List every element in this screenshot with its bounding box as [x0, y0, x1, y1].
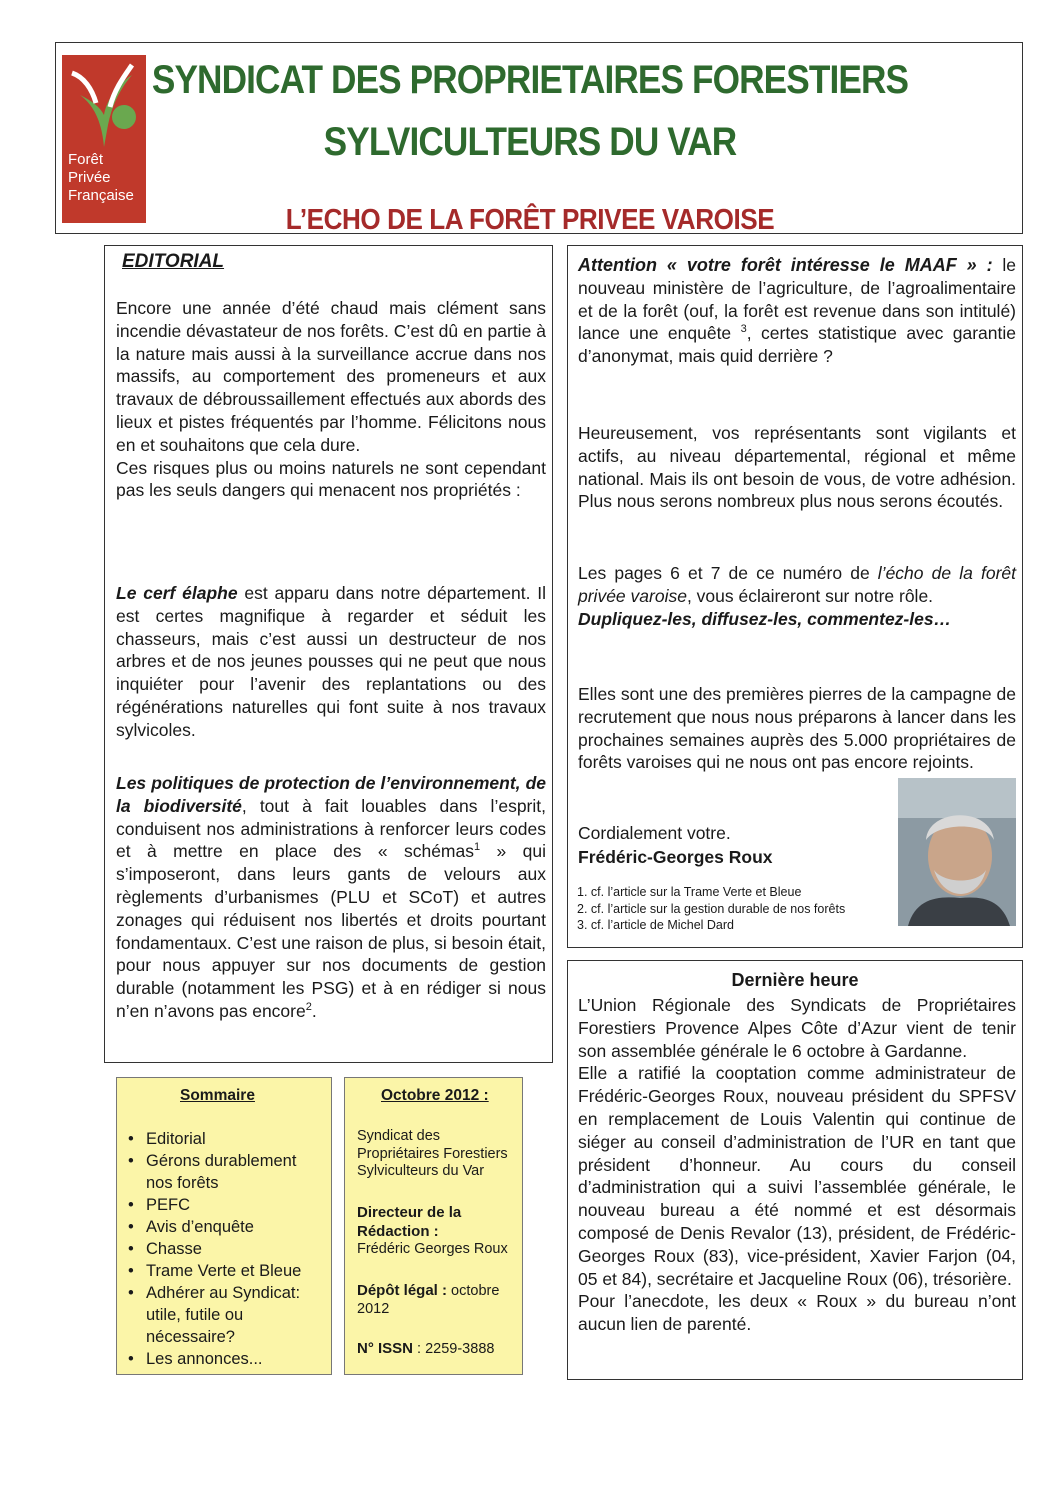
issn [357, 1340, 521, 1359]
editorial-heading: EDITORIAL [122, 251, 225, 272]
footnote: 1. cf. l’article sur la Trame Verte et Bleue [577, 885, 802, 899]
list-item: • Les annonces... [124, 1348, 324, 1370]
text: Ces risques plus ou moins naturels ne sont cependant pas les seuls dangers qui menacent nos propriétés : [116, 457, 546, 501]
logo-caption [68, 151, 134, 205]
text: , vous éclaireront sur notre rôle. [686, 585, 934, 606]
footnote-ref: 1 [474, 841, 481, 854]
depot-legal [357, 1282, 521, 1318]
director-block [357, 1204, 521, 1259]
editorial-paragraph-1 [116, 297, 546, 502]
director-value: Frédéric Georges Roux [357, 1241, 508, 1257]
list-item: • Trame Verte et Bleue [124, 1260, 324, 1282]
publisher-name: Syndicat des Propriétaires Forestiers Sylviculteurs du Var [357, 1128, 508, 1179]
emphasis: Le cerf élaphe [116, 583, 238, 603]
text: le nouveau ministère de l’agriculture, de l’agroalimentaire et de la forêt (ouf, la forêt est revenue dans son intitulé) lance une enquête [578, 255, 1016, 344]
footnote-ref: 3 [740, 323, 747, 336]
logo-line: Française [68, 187, 134, 204]
text: Pour l’anecdote, les deux « Roux » du bureau n’ont aucun lien de parenté. [578, 1291, 1016, 1335]
attention-paragraph-4: Elles sont une des premières pierres de la campagne de recrutement que nous nous préparons à lancer dans les prochaines semaines auprès des 5.000 propriétaires de forêts varoises qui ne nous ont pas encore rejoints. [578, 684, 1016, 773]
emphasis: Les politiques de protection de l’environnement, de la biodiversité [116, 773, 546, 816]
foret-privee-logo [62, 55, 146, 223]
issn-value: : 2259-3888 [413, 1341, 495, 1357]
issn-label: N° ISSN [357, 1340, 414, 1357]
text: . [311, 1000, 317, 1021]
depot-value: octobre 2012 [357, 1283, 500, 1317]
emphasis: Attention « votre forêt intéresse le MAAF » : [578, 255, 993, 275]
footnote: 2. cf. l’article sur la gestion durable de nos forêts [577, 901, 846, 916]
footnotes [577, 884, 845, 934]
list-item: • Adhérer au Syndicat: utile, futile ou nécessaire? [124, 1282, 324, 1348]
call-to-action: Dupliquez-les, diffusez-les, commentez-les… [578, 608, 952, 629]
attention-paragraph-1 [578, 254, 1016, 368]
attention-paragraph-2: Heureusement, vos représentants sont vigilants et actifs, au niveau départemental, régional et même national. Mais ils ont besoin de vous, de votre adhésion. Plus nous serons nombreux plus nous serons écoutés. [578, 423, 1016, 512]
list-item: • PEFC [124, 1194, 324, 1216]
text: Elle a ratifié la cooptation comme administrateur de Frédéric-Georges Roux, nouveau président du SPFSV en remplacement de Louis Valentin qui continue de siéger au conseil d’administration de l’UR en tant que président d’honneur. Au cours du conseil d’administration qui a suivi l’assemblée générale, le nouveau bureau a été nommé et est désormais composé de Denis Revalor (13), président, de Frédéric-Georges Roux (83), vice-président, Xavier Farjon (04, 05 et 84), secrétaire et Jacqueline Roux (06), trésorière. [578, 1063, 1016, 1289]
editorial-paragraph-politiques [116, 772, 546, 1023]
editorial-paragraph-cerf [116, 582, 546, 742]
derniere-heure-text [578, 994, 1016, 1336]
text: , tout à fait louables dans l’esprit, conduisent nos administrations à renforcer leurs codes et à mettre en place des « schémas [116, 795, 546, 862]
text: L’Union Régionale des Syndicats de Propriétaires Forestiers Provence Alpes Côte d’Azur vient de tenir son assemblée générale le 6 octobre à Gardanne. [578, 995, 1016, 1061]
text: Encore une année d’été chaud mais clément sans incendie dévastateur de nos forêts. C’est dû en partie à la nature mais aussi à la surveillance accrue dans nos massifs, au comportement des promeneurs et aux travaux de débroussaillement effectués aux abords des lieux et pistes fréquentés par l’homme. Félicitons nous en et souhaitons que cela dure. [116, 298, 546, 455]
depot-label: Dépôt légal : [357, 1282, 448, 1299]
text: est apparu dans notre département. Il est certes magnifique à regarder et séduit les chasseurs, mais c’est aussi un destructeur de nos arbres et de nos jeunes pousses qui ne peut que nous inquiéter pour l’avenir des replantations ou des régénérations naturelles qui font suite à nos travaux sylvicoles. [116, 583, 546, 740]
list-item: • Gérons durablement nos forêts [124, 1150, 324, 1194]
attention-paragraph-3 [578, 562, 1016, 630]
publication-name: l’écho de la forêt privée varoise [578, 563, 1016, 606]
sommaire-list [124, 1128, 324, 1370]
footnote: 3. cf. l’article de Michel Dard [577, 918, 735, 932]
tree-logo-icon [62, 55, 146, 151]
masthead-title-line2: SYLVICULTEURS DU VAR [323, 120, 737, 164]
director-label: Directeur de la Rédaction : [357, 1204, 462, 1240]
masthead-subtitle: L’ECHO DE LA FORÊT PRIVEE VAROISE [285, 204, 775, 236]
author-photo [898, 778, 1016, 926]
issue-date-title: Octobre 2012 : [381, 1087, 489, 1104]
list-item: • Chasse [124, 1238, 324, 1260]
text: » qui s’imposeront, dans leurs gants de velours aux règlements d’urbanismes (PLU et SCoT) et autres zonages qui réduisent nos libertés et droits pourtant fondamentaux. C’est une raison de plus, si besoin était, pour nous appuyer sur nos documents de gestion durable (notamment les PSG) et à en rédiger si nous n’en n’avons pas encore [116, 841, 547, 1021]
text: Les pages 6 et 7 de ce numéro de [578, 563, 878, 583]
list-item: • Avis d’enquête [124, 1216, 324, 1238]
list-item: • Editorial [124, 1128, 324, 1150]
text: , certes statistique avec garantie d’anonymat, mais quid derrière ? [578, 323, 1016, 367]
masthead-title-line1: SYNDICAT DES PROPRIETAIRES FORESTIERS [151, 58, 909, 102]
closing-line: Cordialement votre. [578, 823, 731, 843]
signature: Frédéric-Georges Roux [578, 847, 773, 867]
sommaire-title: Sommaire [180, 1087, 255, 1104]
footnote-ref: 2 [305, 1001, 312, 1014]
logo-line: Forêt [68, 151, 104, 168]
derniere-heure-title: Dernière heure [731, 970, 859, 990]
logo-line: Privée [68, 169, 111, 186]
